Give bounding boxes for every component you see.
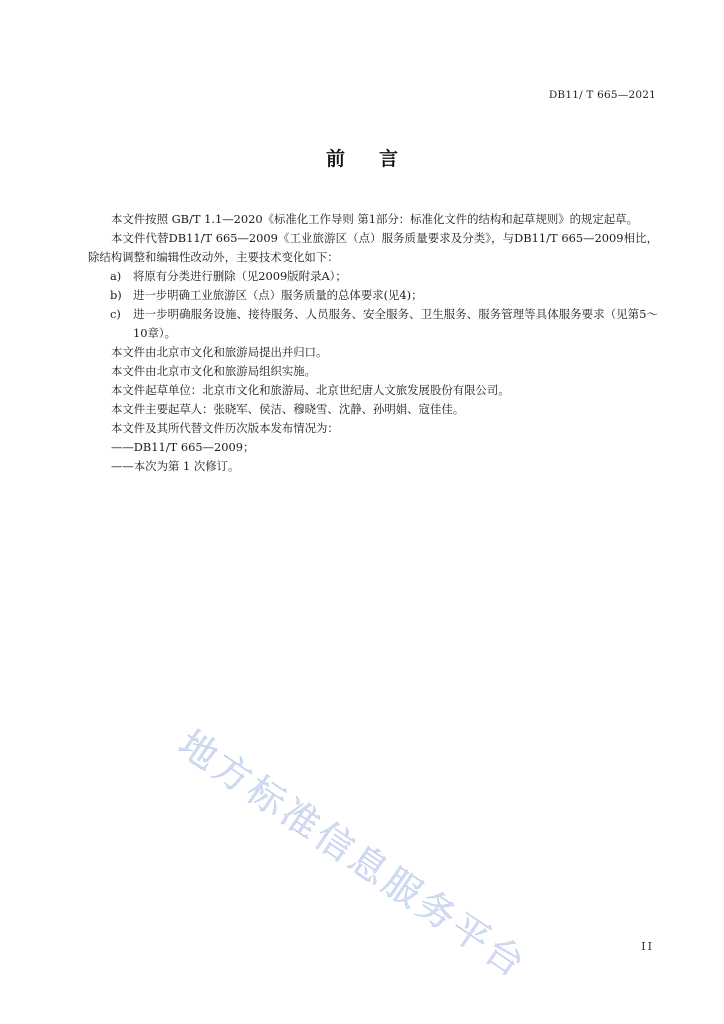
page-number: II	[641, 940, 654, 953]
document-code: DB11/ T 665—2021	[548, 89, 656, 101]
list-marker: c)	[110, 307, 121, 321]
history-item: ——本次为第 1 次修订。	[111, 459, 240, 473]
change-text: 进一步明确工业旅游区（点）服务质量的总体要求(见4)；	[133, 288, 423, 302]
change-text: 将原有分类进行删除（见2009版附录A）；	[133, 269, 347, 283]
change-text: 进一步明确服务设施、接待服务、人员服务、安全服务、卫生服务、服务管理等具体服务要求（见第5～10章）。	[133, 307, 658, 340]
paragraph-proposer: 本文件由北京市文化和旅游局提出并归口。	[111, 345, 328, 359]
list-marker: b)	[110, 288, 122, 302]
paragraph-replacement: 本文件代替DB11/T 665—2009《工业旅游区（点）服务质量要求及分类》，与DB11/T 665—2009相比，除结构调整和编辑性改动外，主要技术变化如下：	[88, 231, 658, 264]
paragraph-implementer: 本文件由北京市文化和旅游局组织实施。	[111, 364, 317, 378]
change-item-b	[88, 286, 658, 305]
page-title: 前言	[325, 148, 432, 170]
paragraph-drafting-basis: 本文件按照 GB/T 1.1—2020《标准化工作导则 第1部分：标准化文件的结构和起草规则》的规定起草。	[111, 212, 638, 226]
preface-body	[88, 210, 658, 476]
paragraph-history-intro: 本文件及其所代替文件历次版本发布情况为：	[111, 421, 339, 435]
history-item: ——DB11/T 665—2009；	[111, 440, 255, 454]
paragraph-drafters: 本文件主要起草人：张晓军、侯洁、穆晓雪、沈静、孙明娟、寇佳佳。	[111, 402, 465, 416]
change-item-c	[88, 305, 658, 343]
watermark: 地方标准信息服务平台	[171, 722, 535, 987]
change-item-a	[88, 267, 658, 286]
paragraph-drafting-units: 本文件起草单位：北京市文化和旅游局、北京世纪唐人文旅发展股份有限公司。	[111, 383, 510, 397]
list-marker: a)	[110, 269, 122, 283]
